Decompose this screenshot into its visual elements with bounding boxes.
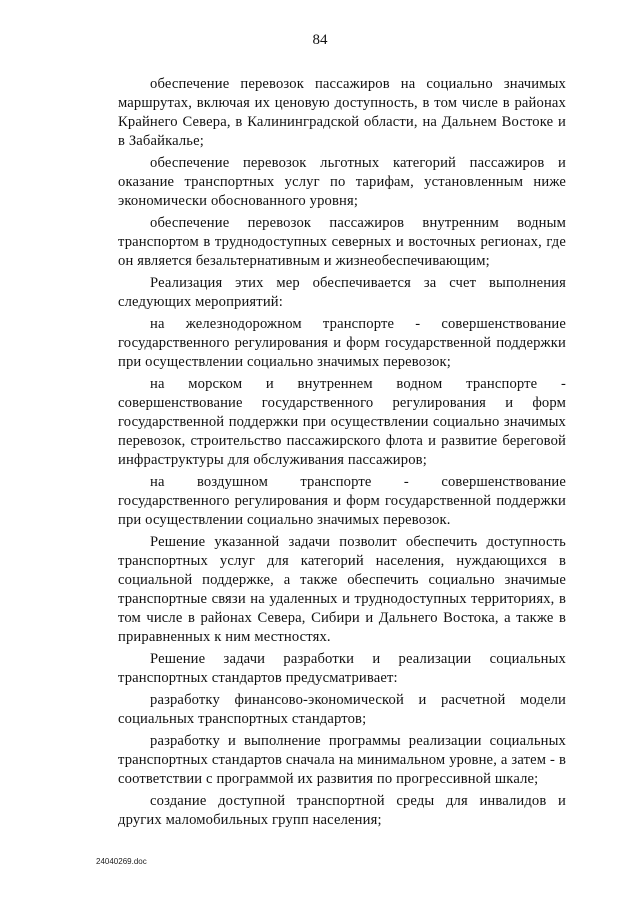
- paragraph: на воздушном транспорте - совершенствование государственного регулирования и форм государственной поддержки при осуществлении социально значимых перевозок.: [118, 474, 566, 528]
- paragraph: разработку финансово-экономической и расчетной модели социальных транспортных стандартов;: [118, 692, 566, 727]
- paragraph: обеспечение перевозок пассажиров внутренним водным транспортом в труднодоступных северных и восточных регионах, где он является безальтернативным и жизнеобеспечивающим;: [118, 215, 566, 269]
- paragraph: разработку и выполнение программы реализации социальных транспортных стандартов сначала на минимальном уровне, а затем - в соответствии с программой их развития по прогрессивной шкале;: [118, 733, 566, 787]
- paragraph: Решение указанной задачи позволит обеспечить доступность транспортных услуг для категорий населения, нуждающихся в социальной поддержке, а также обеспечить социально значимые транспортные связи на удаленных и труднодоступных территориях, в том числе в районах Севера, Сибири и Дальнего Востока, а также в приравненных к ним местностях.: [118, 534, 566, 645]
- paragraph: на железнодорожном транспорте - совершенствование государственного регулирования и форм государственной поддержки при осуществлении социально значимых перевозок;: [118, 316, 566, 370]
- paragraph: обеспечение перевозок льготных категорий пассажиров и оказание транспортных услуг по тарифам, установленным ниже экономически обоснованного уровня;: [118, 155, 566, 209]
- paragraph: обеспечение перевозок пассажиров на социально значимых маршрутах, включая их ценовую доступность, в том числе в районах Крайнего Севера, в Калининградской области, на Дальнем Востоке и в Забайкалье;: [118, 76, 566, 149]
- paragraph: Реализация этих мер обеспечивается за счет выполнения следующих мероприятий:: [118, 275, 566, 310]
- document-filename-footer: 24040269.doc: [96, 857, 147, 866]
- page-number: 84: [312, 32, 328, 48]
- document-body: [118, 75, 566, 833]
- paragraph: на морском и внутреннем водном транспорте - совершенствование государственного регулирования и форм государственной поддержки при осуществлении социально значимых перевозок, строительство пассажирского флота и развитие береговой инфраструктуры для обслуживания пассажиров;: [118, 376, 566, 468]
- paragraph: Решение задачи разработки и реализации социальных транспортных стандартов предусматривает:: [118, 651, 566, 686]
- paragraph: создание доступной транспортной среды для инвалидов и других маломобильных групп населения;: [118, 793, 566, 828]
